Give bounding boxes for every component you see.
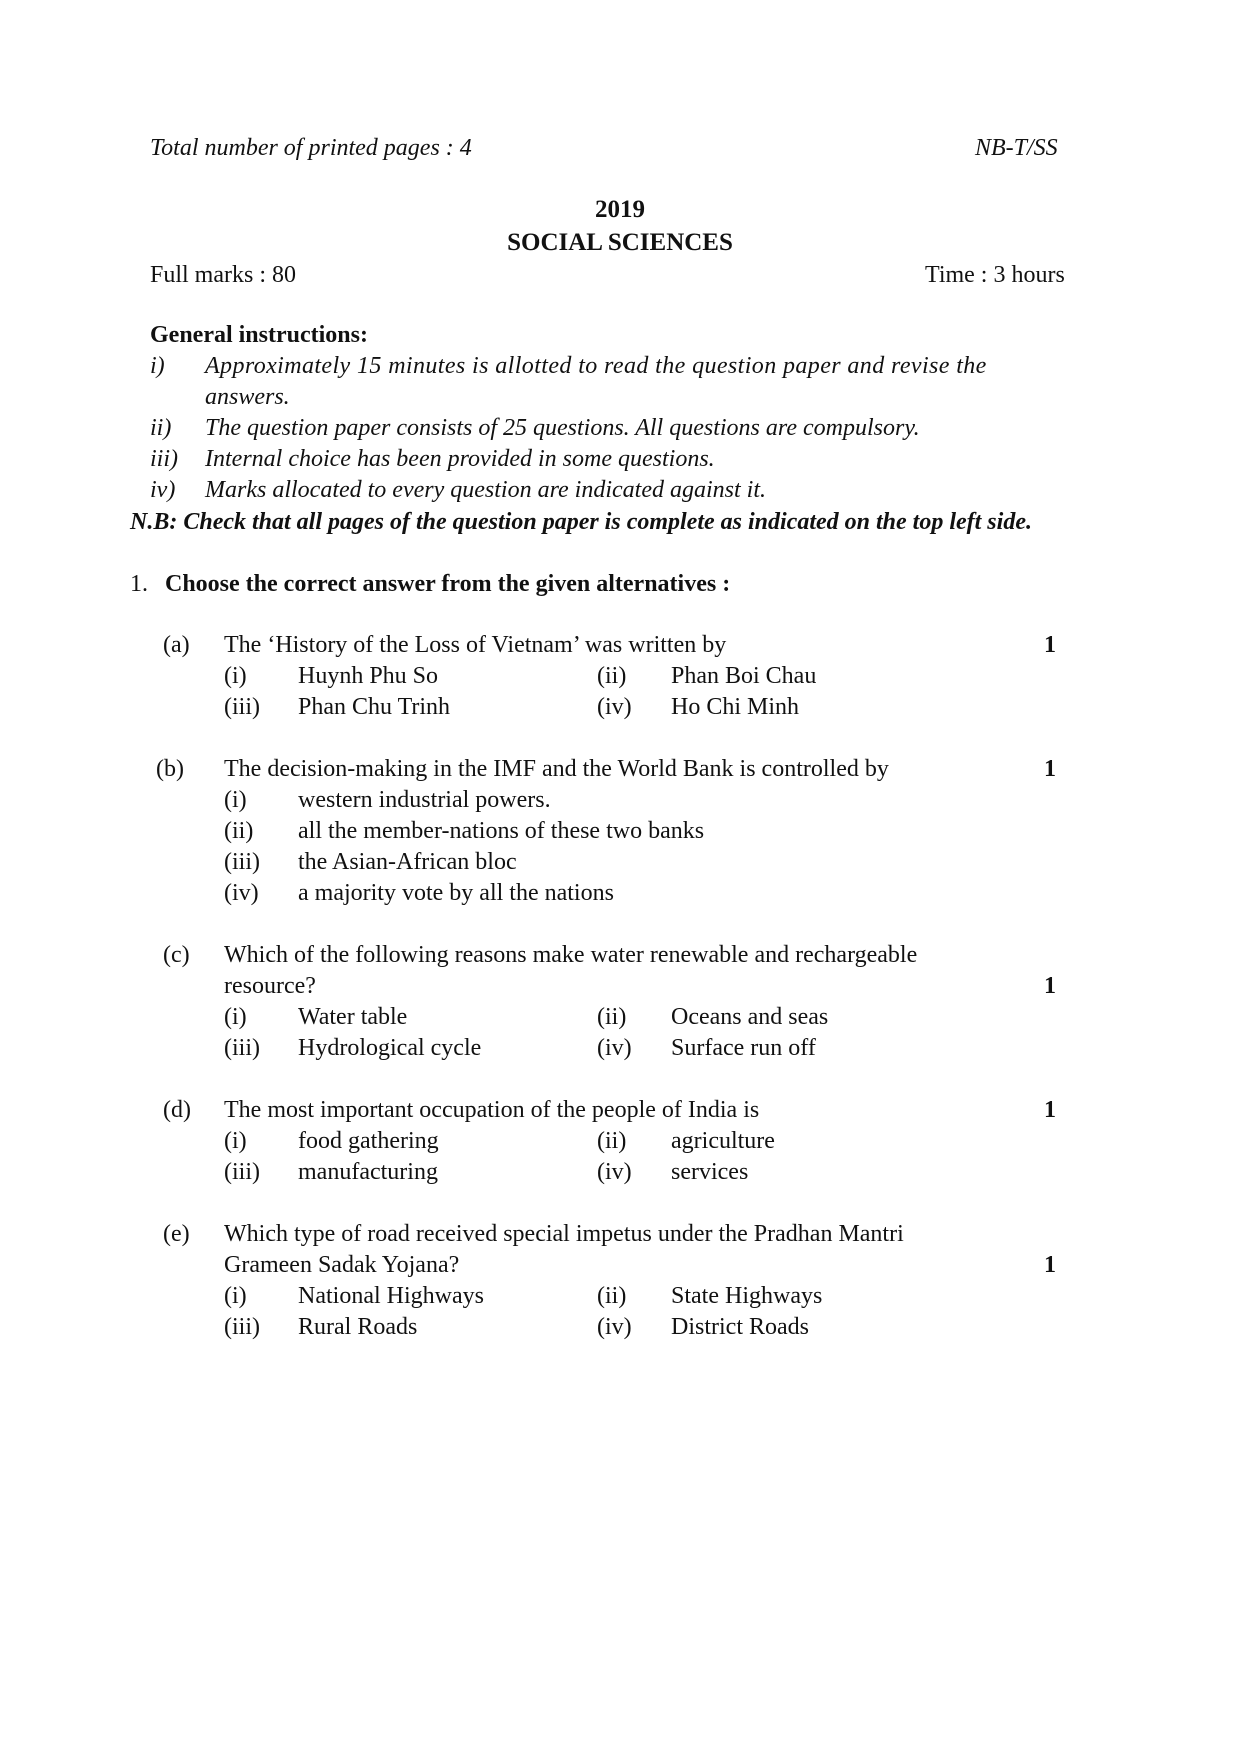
question-number: 1. bbox=[130, 571, 148, 597]
part-label: (d) bbox=[163, 1097, 191, 1123]
option-text: agriculture bbox=[671, 1128, 775, 1154]
nb-note: N.B: Check that all pages of the question paper is complete as indicated on the top left side. bbox=[130, 509, 1032, 535]
part-question-cont: Grameen Sadak Yojana? bbox=[224, 1252, 460, 1278]
option-num: (iii) bbox=[224, 1035, 260, 1061]
option-num: (ii) bbox=[597, 1004, 627, 1030]
instruction-num: iv) bbox=[150, 477, 176, 503]
option-num: (ii) bbox=[597, 663, 627, 689]
option-num: (iii) bbox=[224, 849, 260, 875]
option-num: (i) bbox=[224, 1283, 247, 1309]
part-label: (a) bbox=[163, 632, 190, 658]
printed-pages-note: Total number of printed pages : 4 bbox=[150, 135, 472, 161]
option-num: (iii) bbox=[224, 1159, 260, 1185]
part-question: The decision-making in the IMF and the World Bank is controlled by bbox=[224, 756, 889, 782]
part-question-cont: resource? bbox=[224, 973, 316, 999]
exam-year: 2019 bbox=[595, 196, 645, 223]
part-marks: 1 bbox=[1044, 1097, 1056, 1123]
option-text: District Roads bbox=[671, 1314, 809, 1340]
part-label: (b) bbox=[156, 756, 184, 782]
option-num: (iv) bbox=[597, 1314, 632, 1340]
option-num: (iii) bbox=[224, 694, 260, 720]
option-text: Water table bbox=[298, 1004, 408, 1030]
option-text: State Highways bbox=[671, 1283, 823, 1309]
instruction-text: Marks allocated to every question are indicated against it. bbox=[205, 477, 766, 503]
full-marks: Full marks : 80 bbox=[150, 262, 297, 288]
part-question: Which type of road received special impetus under the Pradhan Mantri bbox=[224, 1221, 904, 1247]
option-text: National Highways bbox=[298, 1283, 484, 1309]
option-text: Phan Boi Chau bbox=[671, 663, 817, 689]
option-num: (ii) bbox=[597, 1283, 627, 1309]
part-label: (e) bbox=[163, 1221, 190, 1247]
option-text: Ho Chi Minh bbox=[671, 694, 800, 720]
option-num: (i) bbox=[224, 787, 247, 813]
option-text: western industrial powers. bbox=[298, 787, 551, 813]
instruction-text: Internal choice has been provided in some questions. bbox=[205, 446, 715, 472]
option-text: manufacturing bbox=[298, 1159, 438, 1185]
exam-time: Time : 3 hours bbox=[925, 262, 1065, 288]
option-num: (i) bbox=[224, 663, 247, 689]
instruction-text-cont: answers. bbox=[205, 384, 290, 410]
part-marks: 1 bbox=[1044, 973, 1056, 999]
option-text: a majority vote by all the nations bbox=[298, 880, 614, 906]
option-text: the Asian-African bloc bbox=[298, 849, 517, 875]
part-marks: 1 bbox=[1044, 756, 1056, 782]
part-question: The most important occupation of the people of India is bbox=[224, 1097, 760, 1123]
part-label: (c) bbox=[163, 942, 190, 968]
option-text: Surface run off bbox=[671, 1035, 816, 1061]
part-marks: 1 bbox=[1044, 1252, 1056, 1278]
instructions-heading: General instructions: bbox=[150, 322, 368, 348]
instruction-num: iii) bbox=[150, 446, 178, 472]
option-num: (i) bbox=[224, 1128, 247, 1154]
instruction-text: The question paper consists of 25 questions. All questions are compulsory. bbox=[205, 415, 920, 441]
option-text: Huynh Phu So bbox=[298, 663, 439, 689]
option-text: Rural Roads bbox=[298, 1314, 418, 1340]
part-question: Which of the following reasons make water renewable and rechargeable bbox=[224, 942, 918, 968]
option-num: (iv) bbox=[597, 694, 632, 720]
option-text: all the member-nations of these two banks bbox=[298, 818, 705, 844]
option-text: Oceans and seas bbox=[671, 1004, 829, 1030]
option-num: (ii) bbox=[597, 1128, 627, 1154]
subject-title: SOCIAL SCIENCES bbox=[507, 229, 733, 256]
question-heading: Choose the correct answer from the given alternatives : bbox=[165, 571, 731, 597]
option-num: (iv) bbox=[597, 1035, 632, 1061]
option-num: (ii) bbox=[224, 818, 254, 844]
paper-code: NB-T/SS bbox=[975, 135, 1058, 161]
instruction-num: i) bbox=[150, 353, 165, 379]
option-num: (iv) bbox=[224, 880, 259, 906]
option-num: (i) bbox=[224, 1004, 247, 1030]
option-num: (iii) bbox=[224, 1314, 260, 1340]
option-text: services bbox=[671, 1159, 749, 1185]
option-text: food gathering bbox=[298, 1128, 439, 1154]
part-question: The ‘History of the Loss of Vietnam’ was written by bbox=[224, 632, 727, 658]
option-text: Phan Chu Trinh bbox=[298, 694, 451, 720]
option-text: Hydrological cycle bbox=[298, 1035, 482, 1061]
part-marks: 1 bbox=[1044, 632, 1056, 658]
instruction-num: ii) bbox=[150, 415, 172, 441]
instruction-text: Approximately 15 minutes is allotted to read the question paper and revise the bbox=[205, 353, 987, 379]
option-num: (iv) bbox=[597, 1159, 632, 1185]
